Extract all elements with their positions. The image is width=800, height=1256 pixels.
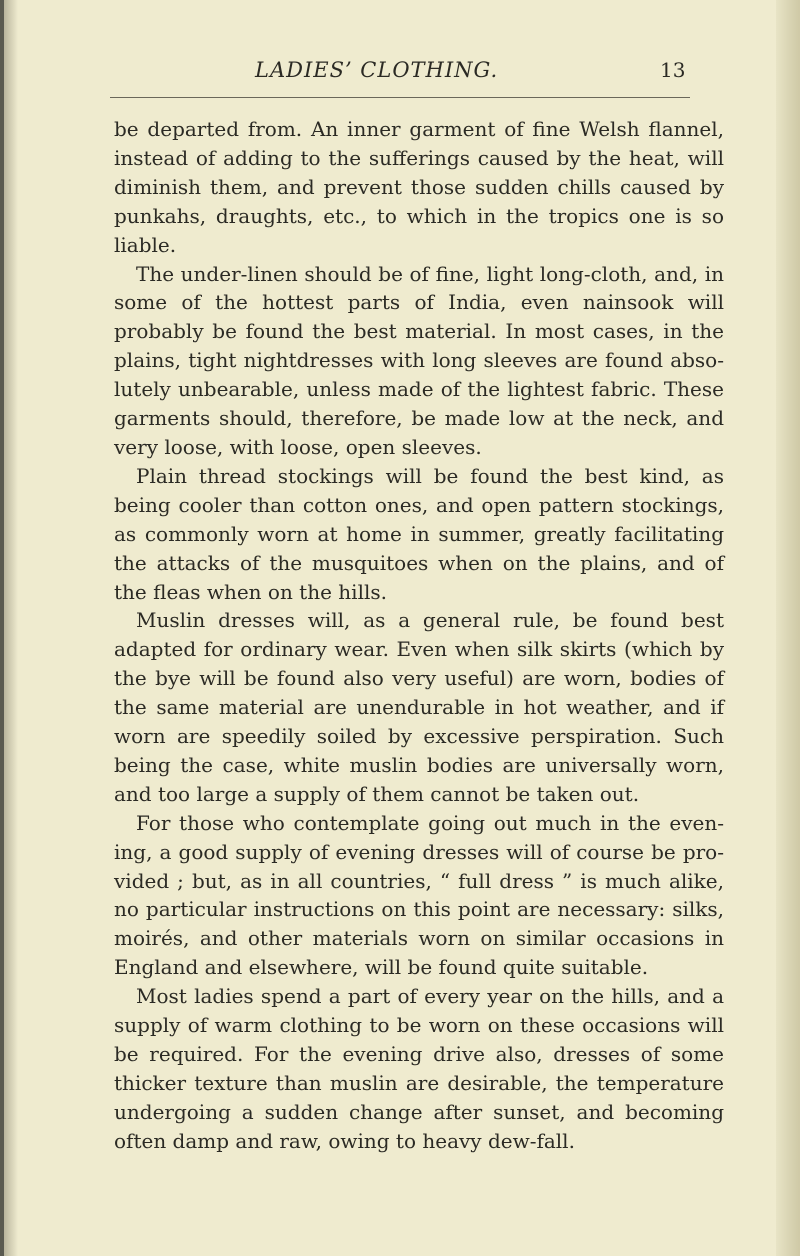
- paragraph-muslin-dresses: Muslin dresses will, as a general rule, be found best adapted for ordinary wear. Even when silk skirts (which by the bye will be found also very useful) are worn, bodies of the same material are unendurable in hot weather, and if worn are speedily soiled by excessive perspiration. Such being the case, white muslin bodies are universally worn, and too large a supply of them cannot be taken out.: [114, 608, 724, 806]
- body-text: [114, 115, 724, 1156]
- paragraph-stockings: Plain thread stockings will be found the best kind, as being cooler than cotton ones, and open pattern stockings, as commonly worn at home in summer, greatly facilitating the attacks of the musquitoes when on the plains, and of the fleas when on the hills.: [114, 463, 724, 604]
- page-right-edge: [776, 0, 800, 1256]
- paragraph-flannel: be departed from. An inner garment of fine Welsh flannel, instead of adding to the sufferings caused by the heat, will diminish them, and prevent those sudden chills caused by punkahs, draughts, etc., to which in the tropics one is so liable.: [114, 117, 724, 257]
- paragraph-evening-dresses: For those who contemplate going out much in the evening, a good supply of evening dresses will of course be provided ; but, as in all countries, “ full dress ” is much alike, no particular instructions on this point are necessary: silks, moirés, and other materials worn on similar occasions in England and elsewhere, will be found quite suitable.: [114, 810, 724, 980]
- spine-shadow: [4, 0, 18, 1256]
- paragraph-hills-clothing: Most ladies spend a part of every year on the hills, and a supply of warm clothing to be worn on these occasions will be required. For the evening drive also, dresses of some thicker texture than muslin are desirable, the temperature undergoing a sudden change after sunset, and becoming often damp and raw, owing to heavy dew-fall.: [114, 984, 724, 1153]
- paragraph-under-linen: The under-linen should be of fine, light long-cloth, and, in some of the hottest parts of India, even nainsook will probably be found the best material. In most cases, in the plains, tight nightdresses with long sleeves are found absolutely unbearable, unless made of the lightest fabric. These garments should, therefore, be made low at the neck, and very loose, with loose, open sleeves.: [114, 261, 724, 459]
- running-title: LADIES’ CLOTHING.: [255, 58, 499, 82]
- page-number: 13: [660, 58, 686, 82]
- header-rule: [110, 97, 690, 98]
